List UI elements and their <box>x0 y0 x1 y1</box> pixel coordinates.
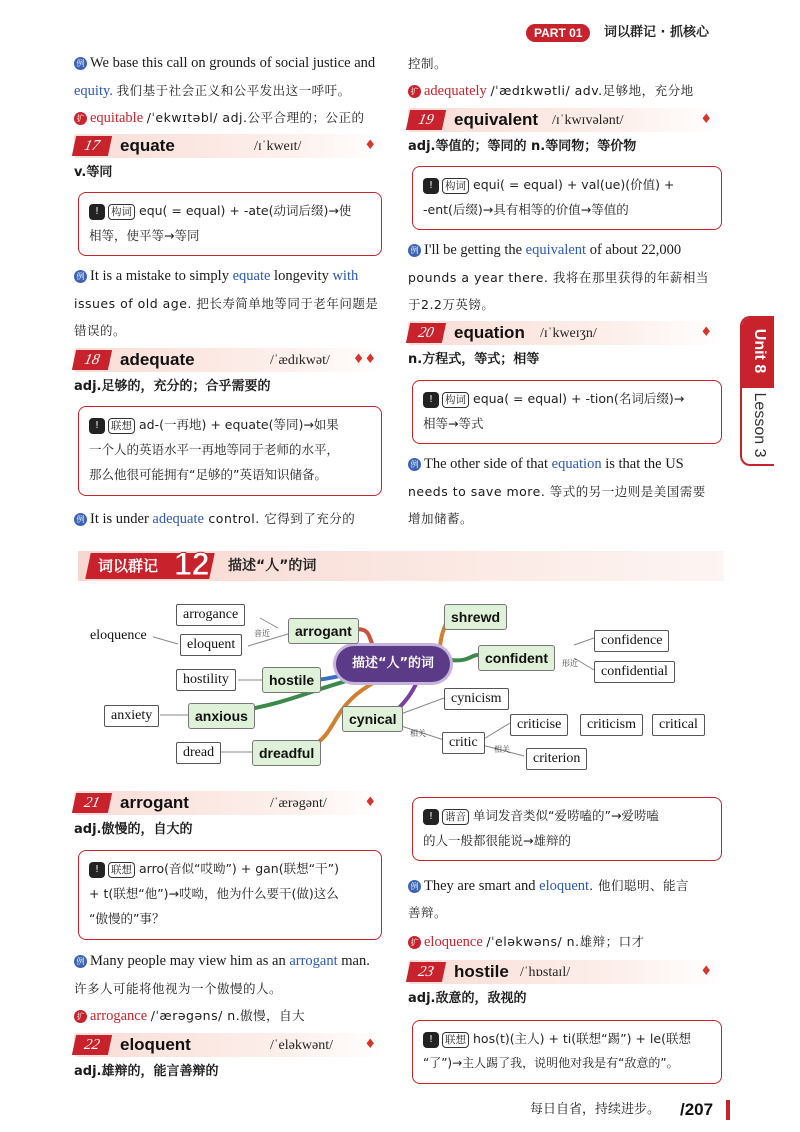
word-header-arrogant <box>74 791 384 815</box>
group-title: 描述“人”的词 <box>228 558 317 574</box>
example-icon: 例 <box>74 955 87 968</box>
example-adequate: 例 It is under adequate control. 它得到了充分的 <box>74 505 394 533</box>
pos-adequate: adj.足够的，充分的；合乎需要的 <box>74 379 271 394</box>
example-equate-line3: 错误的。 <box>74 323 127 338</box>
example-icon: 例 <box>74 513 87 526</box>
word-header-adequate <box>74 348 384 372</box>
example-icon: 例 <box>408 880 421 893</box>
example-equivalent: 例 I'll be getting the equivalent of about 22,000 <box>408 237 728 264</box>
word-number: 22 <box>72 1035 112 1055</box>
mindmap-tag-related: 相关 <box>410 729 426 738</box>
phonetic: /ˈædɪkwət/ <box>270 353 330 368</box>
headword: equivalent <box>454 110 539 129</box>
word-header-equivalent <box>408 108 720 132</box>
mindmap-node-dread: dread <box>176 742 221 764</box>
bulb-icon: ! <box>89 862 105 878</box>
note-hostile: ! 联想 hos(t)(主人) + ti(联想“踢”) + le(联想 “了”)→主人踢了我，说明他对我是有“敌意的”。 <box>412 1020 722 1084</box>
mindmap-tag-near: 音近 <box>254 629 270 638</box>
mindmap-key-shrewd: shrewd <box>444 604 507 630</box>
mindmap-node-critic: critic <box>442 732 485 754</box>
flame-icon: ♦♦ <box>352 352 376 367</box>
word-header-eloquent <box>74 1033 384 1057</box>
bulb-icon: ! <box>89 204 105 220</box>
mindmap-node-arrogance: arrogance <box>176 604 245 626</box>
note-adequate: ! 联想 ad-(一再地) + equate(等同)→如果 一个人的英语水平一再地等同于老师的水平， 那么他很可能拥有“足够的”英语知识储备。 <box>78 406 382 496</box>
example-equation: 例 The other side of that equation is that the US <box>408 451 728 478</box>
headword: adequate <box>120 350 195 369</box>
pos-equation: n.方程式，等式；相等 <box>408 352 540 367</box>
example-icon: 例 <box>74 270 87 283</box>
headword: eloquent <box>120 1035 191 1054</box>
example-equate-line2: issues of old age. 把长寿简单地等同于老年问题是 <box>74 296 379 311</box>
side-tab <box>740 316 774 466</box>
mindmap-node-anxiety: anxiety <box>104 705 159 727</box>
extension-adequately: 扩 adequately /ˈædɪkwətli/ adv.足够地，充分地 <box>408 77 728 105</box>
side-tab-lesson: Lesson 3 <box>751 392 768 458</box>
word-number: 19 <box>406 110 446 130</box>
example-equivalent-line2: pounds a year there. 我将在那里获得的年薪相当 <box>408 270 709 285</box>
headword: arrogant <box>120 793 189 812</box>
mindmap-lines <box>0 590 800 790</box>
part-badge: PART 01 <box>526 24 590 42</box>
example-equivalent-line3: 于2.2万英镑。 <box>408 297 495 312</box>
example-equation-line3: 增加储蓄。 <box>408 511 474 526</box>
example-eloquent: 例 They are smart and eloquent. 他们聪明、能言 <box>408 872 728 900</box>
example-icon: 例 <box>408 458 421 471</box>
flame-icon: ♦ <box>700 325 712 340</box>
group-number: 12 <box>174 546 210 582</box>
side-tab-unit: Unit 8 <box>751 328 768 374</box>
pos-equivalent: adj.等值的；等同的 n.等同物；等价物 <box>408 139 637 154</box>
headword: equate <box>120 136 175 155</box>
bulb-icon: ! <box>89 418 105 434</box>
phonetic: /ˈhɒstaɪl/ <box>520 965 571 980</box>
phonetic: /ɪˈkweɪʒn/ <box>540 326 597 341</box>
example-equity-line2: equity. 我们基于社会正义和公平发出这一呼吁。 <box>74 83 351 99</box>
pos-hostile: adj.敌意的，敌视的 <box>408 991 527 1006</box>
mindmap-node-hostility: hostility <box>176 669 236 691</box>
mindmap-key-dreadful: dreadful <box>252 740 321 766</box>
mindmap-node-criterion: criterion <box>526 748 587 770</box>
bulb-icon: ! <box>423 809 439 825</box>
mindmap-tag-related: 相关 <box>494 745 510 754</box>
mindmap-node-cynicism: cynicism <box>444 688 509 710</box>
page-number: /207 <box>680 1100 714 1119</box>
mindmap-tag-similar: 形近 <box>562 659 578 668</box>
mindmap-node-eloquent: eloquent <box>180 634 242 656</box>
flame-icon: ♦ <box>364 795 376 810</box>
mindmap-key-arrogant: arrogant <box>288 618 359 644</box>
group-label: 词以群记 <box>98 557 159 575</box>
note-arrogant: ! 联想 arro(音似“哎呦”) + gan(联想“干”) + t(联想“他”)→哎呦，他为什么要干(做)这么 “傲慢的”事？ <box>78 850 382 940</box>
flame-icon: ♦ <box>700 964 712 979</box>
headword: equation <box>454 323 525 342</box>
note-equate: ! 构词 equ( = equal) + -ate(动词后缀)→使 相等，使平等→等同 <box>78 192 382 256</box>
extension-icon: 扩 <box>408 936 421 949</box>
bulb-icon: ! <box>423 1032 439 1048</box>
mindmap-node-confidence: confidence <box>594 630 669 652</box>
extension-icon: 扩 <box>408 85 421 98</box>
mindmap-node-eloquence: eloquence <box>84 626 153 646</box>
headword: hostile <box>454 962 509 981</box>
word-header-hostile <box>408 960 720 984</box>
word-number: 18 <box>72 350 112 370</box>
note-equivalent: ! 构词 equi( = equal) + val(ue)(价值) + -ent(后缀)→具有相等的价值→等值的 <box>412 166 722 230</box>
mindmap-key-cynical: cynical <box>342 706 403 732</box>
mindmap-key-confident: confident <box>478 645 555 671</box>
phonetic: /ɪˈkweɪt/ <box>254 139 302 154</box>
word-number: 20 <box>406 323 446 343</box>
flame-icon: ♦ <box>364 1037 376 1052</box>
page-marker <box>726 1100 730 1120</box>
flame-icon: ♦ <box>700 112 712 127</box>
footer-motto: 每日自省，持续进步。 <box>530 1102 661 1117</box>
bulb-icon: ! <box>423 392 439 408</box>
pos-equate: v.等同 <box>74 165 113 180</box>
extension-icon: 扩 <box>74 1010 87 1023</box>
bulb-icon: ! <box>423 178 439 194</box>
group-header <box>78 546 724 582</box>
phonetic: /ɪˈkwɪvələnt/ <box>552 113 624 128</box>
phonetic: /ˈærəgənt/ <box>270 796 327 811</box>
header <box>520 22 760 44</box>
mindmap-node-confidential: confidential <box>594 661 675 683</box>
mindmap-node-critical: critical <box>652 714 705 736</box>
mindmap-node-criticism: criticism <box>580 714 643 736</box>
example-icon: 例 <box>74 57 87 70</box>
word-number: 23 <box>406 962 446 982</box>
pos-arrogant: adj.傲慢的，自大的 <box>74 822 193 837</box>
note-eloquent: ! 谐音 单词发音类似“爱唠嗑的”→爱唠嗑 的人一般都很能说→雄辩的 <box>412 797 722 861</box>
phonetic: /ˈeləkwənt/ <box>270 1038 333 1053</box>
word-number: 21 <box>72 793 112 813</box>
flame-icon: ♦ <box>364 138 376 153</box>
example-eloquent-line2: 善辩。 <box>408 905 448 920</box>
mindmap-key-anxious: anxious <box>188 703 255 729</box>
example-equate: 例 It is a mistake to simply equate longevity with <box>74 263 394 290</box>
extension-icon: 扩 <box>74 112 87 125</box>
word-number: 17 <box>72 136 112 156</box>
header-title: 词以群记 · 抓核心 <box>604 25 709 40</box>
extension-arrogance: 扩 arrogance /ˈærəgəns/ n.傲慢，自大 <box>74 1002 394 1030</box>
example-icon: 例 <box>408 244 421 257</box>
note-equation: ! 构词 equa( = equal) + -tion(名词后缀)→ 相等→等式 <box>412 380 722 444</box>
word-header-equation <box>408 321 720 345</box>
example-equation-line2: needs to save more. 等式的另一边则是美国需要 <box>408 484 706 499</box>
example-equity: 例 We base this call on grounds of social justice and <box>74 50 394 77</box>
mindmap-node-criticise: criticise <box>510 714 568 736</box>
word-header-equate <box>74 134 384 158</box>
extension-equitable: 扩 equitable /ˈekwɪtəbl/ adj.公平合理的；公正的 <box>74 104 394 132</box>
example-arrogant: 例 Many people may view him as an arrogant man. <box>74 948 394 975</box>
adequate-continuation: 控制。 <box>408 56 448 71</box>
footer <box>530 1098 760 1122</box>
mindmap-key-hostile: hostile <box>262 667 321 693</box>
example-arrogant-line2: 许多人可能将他视为一个傲慢的人。 <box>74 981 283 996</box>
mindmap-center: 描述“人”的词 <box>336 646 450 682</box>
extension-eloquence: 扩 eloquence /ˈeləkwəns/ n.雄辩；口才 <box>408 928 728 956</box>
pos-eloquent: adj.雄辩的，能言善辩的 <box>74 1064 219 1079</box>
